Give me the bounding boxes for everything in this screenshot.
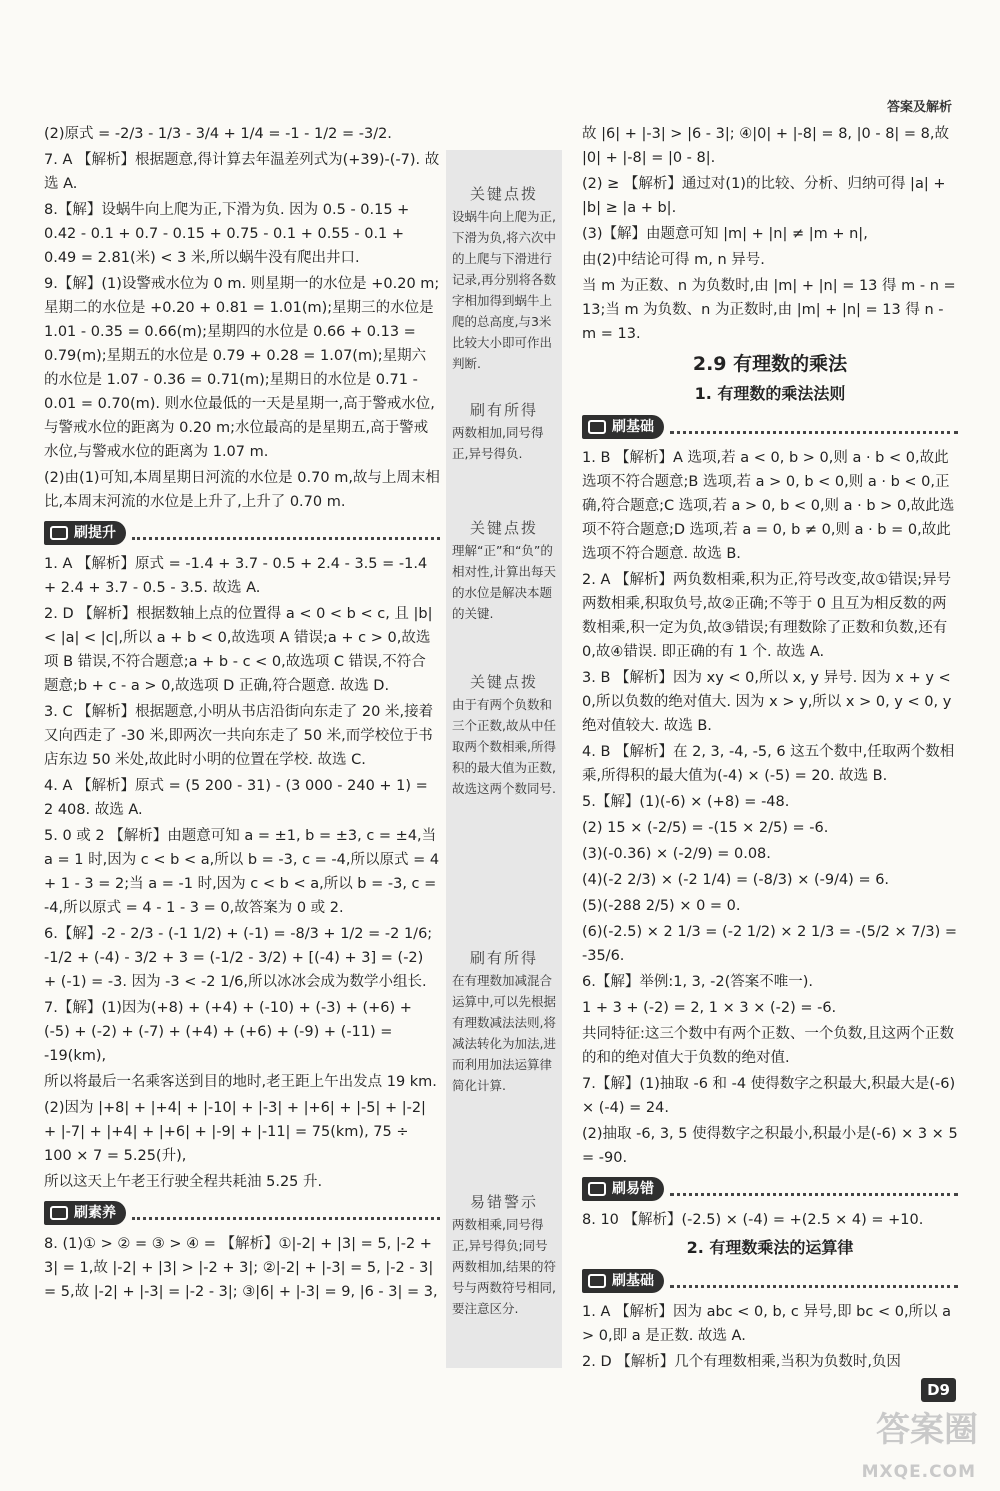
answer-line: 8. 10 【解析】(-2.5) × (-4) = +(2.5 × 4) = +10. [582,1212,924,1228]
watermark-logo: 答案圈 [876,1410,978,1450]
answer-line: 1 + 3 + (-2) = 2, 1 × 3 × (-2) = -6. [582,1000,837,1016]
note-title: 刷有所得 [469,949,538,967]
section-badge [582,1177,664,1201]
section-badge [582,415,664,439]
answer-line: 8. (1)① > ② = ③ > ④ = 【解析】①|-2| + |3| = 5, |-2 + 3| = 1,故 |-2| + |3| > |-2 + 3|; ②|-2| + |-3| = 5, |-2 - 3| = 5,故 |-2| + |-3| = |-2 - 3|; ③|6| + |-3| = 9, |6 - 3| = 3, [44,1236,438,1300]
answer-line: 5.【解】(1)(-6) × (+8) = -48. [582,794,790,810]
notes-column [446,150,562,1368]
section-header-shuasuyang [44,1200,440,1226]
note-title: 易错警示 [469,1193,538,1211]
answer-line: 6.【解】举例:1, 3, -2(答案不唯一). [582,974,813,990]
answer-line: 7.【解】(1)因为(+8) + (+4) + (-10) + (-3) + (+6) + (-5) + (-2) + (-7) + (+4) + (+6) + (-9) + (-11) = -19(km), [44,1000,412,1064]
header-title: 答案及解析 [886,100,952,115]
answer-line: (3)【解】由题意可知 |m| + |n| ≠ |m + n|, [582,226,868,242]
answer-line: 故 |6| + |-3| > |6 - 3|; ④|0| + |-8| = 8, |0 - 8| = 8,故 |0| + |-8| = |0 - 8|. [582,126,950,166]
right-column [582,122,958,1376]
answer-line: 8.【解】设蜗牛向上爬为正,下滑为负. 因为 0.5 - 0.15 + 0.42 - 0.1 + 0.7 - 0.15 + 0.75 - 0.1 + 0.55 - 0.1 + 0.49 = 2.81(米) < 3 米,所以蜗牛没有爬出井口. [44,202,410,266]
answer-line: 6.【解】-2 - 2/3 - (-1 1/2) + (-1) = -8/3 + 1/2 = -2 1/6; -1/2 + (-4) - 3/2 + 3 = (-1/2 - 3/2) + [(-4) + 3] = (-2) + (-1) = -3. 因为 -3 < -2 1/6,所以冰冰会成为数学小组长. [44,926,433,990]
section-header-shuatisheng [44,520,440,546]
answer-line: 7.【解】(1)抽取 -6 和 -4 使得数字之积最大,积最大是(-6) × (-4) = 24. [582,1076,956,1116]
book-icon [50,526,68,540]
answer-line: 由(2)中结论可得 m, n 异号. [582,252,765,268]
answer-line: (3)(-0.36) × (-2/9) = 0.08. [582,846,771,862]
section-label: 刷基础 [612,1273,654,1289]
note-body: 两数相加,同号得正,异号得负. [452,425,544,461]
section-label: 刷基础 [612,419,654,435]
note-body: 在有理数加减混合运算中,可以先根据有理数减法法则,将减法转化为加法,进而利用加法运算律简化计算. [452,973,556,1093]
section-label: 刷提升 [74,525,116,541]
note-title: 刷有所得 [469,401,538,419]
answer-line: 1. A 【解析】因为 abc < 0, b, c 异号,即 bc < 0,所以 a > 0,即 a 是正数. 故选 A. [582,1304,952,1344]
answer-line: 7. A 【解析】根据题意,得计算去年温差列式为(+39)-(-7). 故选 A. [44,152,440,192]
section-badge [44,1201,126,1225]
answer-line: 3. B 【解析】因为 xy < 0,所以 x, y 异号. 因为 x + y < 0,所以负数的绝对值大. 因为 x > y,所以 x > 0, y < 0, y 绝对值较大. 故选 B. [582,670,952,734]
dotted-divider [132,1207,440,1220]
answer-line: 2. D 【解析】几个有理数相乘,当积为负数时,负因 [582,1354,901,1370]
answer-line: 1. A 【解析】原式 = -1.4 + 3.7 - 0.5 + 2.4 - 3.5 = -1.4 + 2.4 + 3.7 - 0.5 - 3.5. 故选 A. [44,556,428,596]
subsection-title: 2. 有理数乘法的运算律 [686,1238,854,1257]
note-title: 关键点拨 [469,185,538,203]
note-body: 由于有两个负数和三个正数,故从中任取两个数相乘,所得积的最大值为正数,故选这两个数同号. [452,697,556,796]
book-icon [588,1274,606,1288]
answer-line: (5)(-288 2/5) × 0 = 0. [582,898,741,914]
chapter-title: 2.9 有理数的乘法 [692,353,848,375]
book-icon [50,1206,68,1220]
subsection-title: 1. 有理数的乘法法则 [694,384,846,403]
answer-line: 当 m 为正数、n 为负数时,由 |m| + |n| = 13 得 m - n = 13;当 m 为负数、n 为正数时,由 |m| + |n| = 13 得 n - m = 13. [582,278,956,342]
note-title: 关键点拨 [469,519,538,537]
answer-line: 1. B 【解析】A 选项,若 a < 0, b > 0,则 a · b < 0,故此选项不符合题意;B 选项,若 a > 0, b < 0,则 a · b < 0,正确,符合题意;C 选项,若 a > 0, b < 0,则 a · b > 0,故此选项不符合题意;D 选项,若 a = 0, b ≠ 0,则 a · b = 0,故此选项不符合题意. 故选 B. [582,450,955,562]
dotted-divider [670,1183,958,1196]
answer-line: (2)由(1)可知,本周星期日河流的水位是 0.70 m,故与上周末相比,本周末河流的水位是上升了,上升了 0.70 m. [44,470,440,510]
note-body: 理解“正”和“负”的相对性,计算出每天的水位是解决本题的关键. [452,543,556,621]
answer-line: 4. A 【解析】原式 = (5 200 - 31) - (3 000 - 240 + 1) = 2 408. 故选 A. [44,778,428,818]
dotted-divider [132,527,440,540]
section-header-shuajichu [582,414,958,440]
answer-line: 共同特征:这三个数中有两个正数、一个负数,且这两个正数的和的绝对值大于负数的绝对值. [582,1026,954,1066]
answer-line: 所以将最后一名乘客送到目的地时,老王距上午出发点 19 km. [44,1074,437,1090]
answer-line: 2. A 【解析】两负数相乘,积为正,符号改变,故①错误;异号两数相乘,积取负号,故②正确;不等于 0 且互为相反数的两数相乘,积一定为负,故③错误;有理数除了正数和负数,还有 0,故④错误. 即正确的有 1 个. 故选 A. [582,572,952,660]
note-box [446,670,562,799]
note-body: 两数相乘,同号得正,异号得负;同号两数相加,结果的符号与两数符号相同,要注意区分. [452,1217,556,1316]
answer-line: 5. 0 或 2 【解析】由题意可知 a = ±1, b = ±3, c = ±4,当 a = 1 时,因为 c < b < a,所以 b = -3, c = -4,所以原式 = 4 + 1 - 3 = 2;当 a = -1 时,因为 c < b < a,所以 b = -3, c = -4,所以原式 = 4 - 1 - 3 = 0,故答案为 0 或 2. [44,828,440,916]
note-body: 设蜗牛向上爬为正,下滑为负,将六次中的上爬与下滑进行记录,再分别将各数字相加得到蜗牛上爬的总高度,与3米比较大小即可作出判断. [452,209,556,371]
answer-line: 3. C 【解析】根据题意,小明从书店沿街向东走了 20 米,接着又向西走了 -30 米,即两次一共向东走了 50 米,而学校位于书店东边 50 米处,故此时小明的位置在学校. 故选 C. [44,704,434,768]
section-label: 刷易错 [612,1181,654,1197]
answer-line: (2) ≥ 【解析】通过对(1)的比较、分析、归纳可得 |a| + |b| ≥ |a + b|. [582,176,946,216]
answer-line: 4. B 【解析】在 2, 3, -4, -5, 6 这五个数中,任取两个数相乘,所得积的最大值为(-4) × (-5) = 20. 故选 B. [582,744,955,784]
section-badge [44,521,126,545]
section-header-shuayicuo [582,1176,958,1202]
answer-line: (2)抽取 -6, 3, 5 使得数字之积最小,积最小是(-6) × 3 × 5 = -90. [582,1126,958,1166]
answer-line: (2) 15 × (-2/5) = -(15 × 2/5) = -6. [582,820,829,836]
dotted-divider [670,1275,958,1288]
dotted-divider [670,421,958,434]
section-label: 刷素养 [74,1205,116,1221]
note-box [446,946,562,1096]
left-column [44,122,440,1306]
note-box [446,516,562,624]
answer-line: (6)(-2.5) × 2 1/3 = (-2 1/2) × 2 1/3 = -(5/2 × 7/3) = -35/6. [582,924,958,964]
section-header-shuajichu [582,1268,958,1294]
book-icon [588,420,606,434]
answer-line: (2)原式 = -2/3 - 1/3 - 3/4 + 1/4 = -1 - 1/2 = -3/2. [44,126,392,142]
section-badge [582,1269,664,1293]
book-icon [588,1182,606,1196]
note-box [446,398,562,464]
note-box [446,1190,562,1319]
answer-line: (4)(-2 2/3) × (-2 1/4) = (-8/3) × (-9/4) = 6. [582,872,890,888]
answer-line: (2)因为 |+8| + |+4| + |-10| + |-3| + |+6| + |-5| + |-2| + |-7| + |+4| + |+6| + |-9| + |-11| = 75(km), 75 ÷ 100 × 7 = 5.25(升), [44,1100,426,1164]
note-box [446,182,562,374]
note-title: 关键点拨 [469,673,538,691]
watermark-site: MXQE.COM [861,1462,976,1482]
answer-line: 9.【解】(1)设警戒水位为 0 m. 则星期一的水位是 +0.20 m;星期二的水位是 +0.20 + 0.81 = 1.01(m);星期三的水位是 1.01 - 0.35 = 0.66(m);星期四的水位是 0.66 + 0.13 = 0.79(m);星期五的水位是 0.79 + 0.28 = 1.07(m);星期六的水位是 1.07 - 0.36 = 0.71(m);星期日的水位是 0.71 - 0.01 = 0.70(m). 则水位最低的一天是星期一,高于警戒水位,与警戒水位的距离为 0.20 m;水位最高的是星期五,高于警戒水位,与警戒水位的距离为 1.07 m. [44,276,440,460]
answer-line: 2. D 【解析】根据数轴上点的位置得 a < 0 < b < c, 且 |b| < |a| < |c|,所以 a + b < 0,故选项 A 错误;a + c > 0,故选项 B 错误,不符合题意;a + b - c < 0,故选项 C 错误,不符合题意;b + c - a > 0,故选项 D 正确,符合题意. 故选 D. [44,606,433,694]
answer-line: 所以这天上午老王行驶全程共耗油 5.25 升. [44,1174,323,1190]
page-number: D9 [921,1378,956,1402]
